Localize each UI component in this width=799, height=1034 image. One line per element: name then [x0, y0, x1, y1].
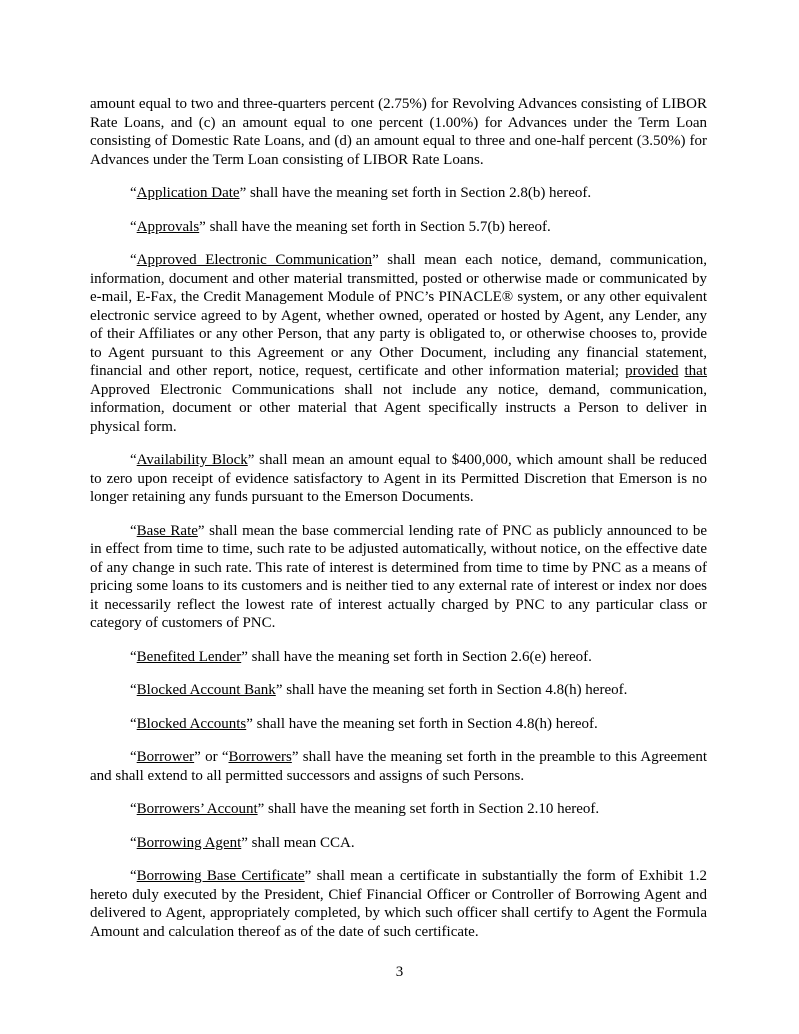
- text-run: “: [130, 868, 137, 884]
- text-run: “: [130, 749, 137, 765]
- paragraph: [90, 681, 707, 700]
- text-run: “: [130, 801, 137, 817]
- paragraph: [90, 251, 707, 436]
- defined-term: Base Rate: [136, 522, 198, 539]
- defined-term: Borrowing Base Certificate: [136, 868, 305, 884]
- text-run: “: [130, 648, 137, 665]
- text-run: ” shall mean CCA.: [241, 834, 355, 851]
- defined-term: Blocked Accounts: [136, 715, 247, 732]
- text-run: ” shall have the meaning set forth in Section 2.10 hereof.: [257, 801, 600, 817]
- defined-term: Borrowers’ Account: [136, 801, 258, 817]
- text-run: ” shall mean a certificate in substantially the form of Exhibit 1.2 hereto duly executed by the President, Chief Financial Officer or Controller of Borrowing Agent and delivered to Agent, appropriately completed, by which such officer shall certify to Agent the Formula Amount and calculation thereof as of the date of such certificate.: [90, 868, 708, 940]
- paragraph: [90, 834, 707, 853]
- text-run: “: [130, 682, 137, 698]
- defined-term: Approvals: [136, 218, 200, 235]
- text-run: ” shall mean the base commercial lending rate of PNC as publicly announced to be in effect from time to time, such rate to be adjusted automatically, without notice, on the effective date of any change in such rate. This rate of interest is determined from time to time by PNC as a means of pricing some loans to its customers and is neither tied to any external rate of interest or index nor does it necessarily reflect the lowest rate of interest actually charged by PNC to any particular class or category of customers of PNC.: [90, 522, 707, 631]
- text-run: “: [130, 834, 137, 851]
- paragraph: [90, 748, 707, 785]
- text-run: ” or “: [194, 749, 229, 765]
- text-run: ” shall have the meaning set forth in Section 4.8(h) hereof.: [246, 715, 598, 732]
- text-run: “: [130, 452, 137, 468]
- defined-term: Approved Electronic Communication: [136, 252, 373, 268]
- defined-term: Borrowers: [228, 749, 292, 765]
- defined-term: Benefited Lender: [136, 648, 242, 665]
- paragraph: [90, 218, 707, 237]
- paragraph: [90, 451, 707, 507]
- defined-term: provided: [625, 363, 679, 379]
- text-run: “: [130, 218, 137, 235]
- text-run: ” shall mean an amount equal to $400,000, which amount shall be reduced to zero upon receipt of evidence satisfactory to Agent in its Permitted Discretion that Emerson is no longer retaining any funds pursuant to the Emerson Documents.: [90, 452, 707, 505]
- text-run: ” shall have the meaning set forth in Section 4.8(h) hereof.: [275, 682, 628, 698]
- page-footer: [0, 963, 799, 982]
- paragraph: [90, 648, 707, 667]
- paragraph: [90, 95, 707, 169]
- defined-term: Borrowing Agent: [136, 834, 242, 851]
- document-body: [90, 95, 707, 956]
- defined-term: Borrower: [136, 749, 195, 765]
- page-number: 3: [395, 964, 404, 980]
- text-run: “: [130, 185, 137, 201]
- paragraph: [90, 715, 707, 734]
- paragraph: [90, 184, 707, 203]
- text-run: amount equal to two and three-quarters percent (2.75%) for Revolving Advances consisting of LIBOR Rate Loans, and (c) an amount equal to one percent (1.00%) for Advances under the Term Loan consisting of Domestic Rate Loans, and (d) an amount equal to three and one-half percent (3.50%) for Advances under the Term Loan consisting of LIBOR Rate Loans.: [90, 96, 707, 168]
- text-run: ” shall have the meaning set forth in Section 2.8(b) hereof.: [239, 185, 592, 201]
- paragraph: [90, 522, 707, 633]
- paragraph: [90, 800, 707, 819]
- defined-term: that: [684, 363, 708, 379]
- text-run: ” shall mean each notice, demand, communication, information, document and other material transmitted, posted or otherwise made or communicated by e-mail, E-Fax, the Credit Management Module of PNC’s PINACLE® system, or any other equivalent electronic service agreed to by Agent, whether owned, operated or hosted by Agent, any Lender, any of their Affiliates or any other Person, that any party is obligated to, or otherwise chooses to, provide to Agent pursuant to this Agreement or any Other Document, including any financial statement, financial and other report, notice, request, certificate and other information material;: [90, 252, 708, 379]
- defined-term: Availability Block: [136, 452, 248, 468]
- text-run: “: [130, 715, 137, 732]
- text-run: Approved Electronic Communications shall not include any notice, demand, communication, information, document or other material that Agent specifically instructs a Person to deliver in physical form.: [90, 381, 707, 435]
- defined-term: Application Date: [136, 185, 240, 201]
- text-run: “: [130, 522, 137, 539]
- defined-term: Blocked Account Bank: [136, 682, 276, 698]
- text-run: ” shall have the meaning set forth in the preamble to this Agreement and shall extend to all permitted successors and assigns of such Persons.: [90, 749, 708, 784]
- text-run: “: [130, 252, 137, 268]
- text-run: ” shall have the meaning set forth in Section 2.6(e) hereof.: [241, 648, 592, 665]
- paragraph: [90, 867, 707, 941]
- text-run: ” shall have the meaning set forth in Section 5.7(b) hereof.: [199, 218, 551, 235]
